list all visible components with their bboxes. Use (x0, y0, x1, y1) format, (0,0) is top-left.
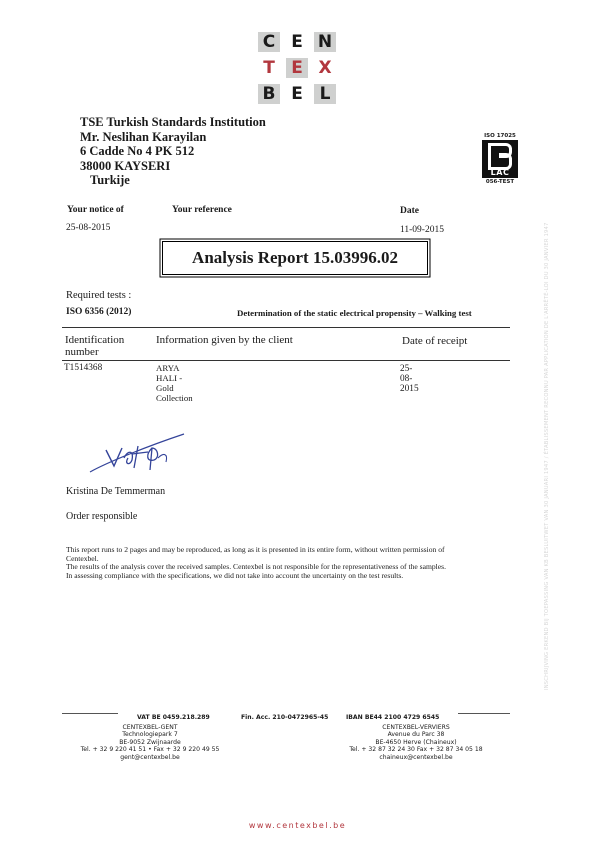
logo-letter: B (258, 84, 280, 104)
logo-letter: C (258, 32, 280, 52)
cell-date-of-receipt: 25-08-2015 (400, 364, 419, 394)
gent-name: CENTEXBEL-GENT (122, 724, 178, 731)
disclaimer-line: This report runs to 2 pages and may be reproduced, as long as it is presented in its entire form, without written permission of (66, 545, 445, 554)
recipient-address (80, 115, 266, 188)
gent-street: Technologiepark 7 (122, 731, 178, 739)
belac-accreditation-mark (480, 133, 520, 189)
verviers-phone: Tel. + 32 87 32 24 30 Fax + 32 87 34 05 18 (349, 746, 483, 754)
disclaimer (66, 546, 506, 580)
header-date-of-receipt: Date of receipt (402, 335, 468, 347)
centexbel-logo (258, 32, 336, 104)
vertical-legal-note: INSCHRIJVING ERKEND BIJ TOEPASSING VAN KB BESLUITWET VAN 30 JANUARI 1947 / ÉTABLISSEMENT RECONNU PAR APPLICATION DE L'ARRÊTÉ-LOI DU 30 JANVIER 1947 (544, 222, 550, 690)
website-link[interactable]: www.centexbel.be (248, 821, 347, 830)
footer-divider (458, 713, 510, 714)
gent-phone: Tel. + 32 9 220 41 51 • Fax + 32 9 220 49 55 (80, 746, 220, 754)
divider-line (62, 327, 510, 328)
required-tests-label: Required tests : (66, 290, 132, 301)
footer-vat: VAT BE 0459.218.289 (137, 714, 210, 721)
gent-email[interactable]: gent@centexbel.be (120, 753, 180, 761)
your-notice-label: Your notice of (67, 205, 124, 215)
recipient-street: 6 Cadde No 4 PK 512 (80, 144, 195, 159)
cell-client-information: ARYA HALI - Gold Collection (156, 363, 193, 403)
header-client-information: Information given by the client (156, 334, 293, 346)
belac-logo-icon (482, 140, 518, 178)
verviers-email[interactable]: chaineux@centexbel.be (379, 753, 453, 761)
recipient-contact: Mr. Neslihan Karayilan (80, 129, 207, 144)
logo-letter: E (286, 58, 308, 78)
handwritten-signature (88, 432, 188, 478)
date-value: 11-09-2015 (400, 225, 444, 235)
disclaimer-line: Centexbel. (66, 553, 99, 563)
recipient-country: Turkije (90, 173, 130, 188)
verviers-name: CENTEXBEL-VERVIERS (382, 724, 450, 731)
test-standard: ISO 6356 (2012) (66, 307, 132, 317)
disclaimer-line: The results of the analysis cover the received samples. Centexbel is not responsible for the representativeness of the samples. (66, 562, 446, 571)
logo-letter: X (318, 58, 332, 78)
footer-gent-address (70, 724, 230, 761)
report-title-box (162, 241, 428, 275)
belac-mark-text: LAC (490, 168, 510, 177)
your-reference-label: Your reference (172, 205, 232, 215)
disclaimer-line: In assessing compliance with the specifications, we did not take into account the uncertainty on the test results. (66, 570, 404, 580)
divider-line (62, 360, 510, 361)
cell-identification-number: T1514368 (64, 363, 103, 373)
logo-letter: E (291, 84, 303, 104)
date-label: Date (400, 206, 419, 216)
gent-city: BE-9052 Zwijnaarde (119, 738, 181, 746)
signatory-role: Order responsible (66, 511, 138, 522)
footer-fin-account: Fin. Acc. 210-0472965-45 (241, 714, 329, 721)
test-description: Determination of the static electrical propensity – Walking test (237, 308, 472, 318)
verviers-street: Avenue du Parc 38 (387, 731, 445, 739)
accreditation-code: 056-TEST (485, 179, 515, 185)
iso-standard-label: ISO 17025 (484, 133, 516, 139)
logo-letter: L (314, 84, 336, 104)
verviers-city: BE-4650 Herve (Chaineux) (375, 738, 457, 746)
footer-iban: IBAN BE44 2100 4729 6545 (346, 714, 440, 721)
your-notice-value: 25-08-2015 (66, 223, 111, 233)
footer-divider (62, 713, 118, 714)
logo-letter: N (314, 32, 336, 52)
logo-letter: T (263, 58, 275, 78)
report-title: Analysis Report 15.03996.02 (192, 248, 398, 267)
logo-letter: E (291, 32, 303, 52)
header-identification-number: Identification number (65, 334, 125, 358)
recipient-city: 38000 KAYSERI (80, 158, 171, 173)
signatory-name: Kristina De Temmerman (66, 486, 166, 497)
recipient-organization: TSE Turkish Standards Institution (80, 115, 266, 129)
footer-verviers-address (336, 724, 496, 761)
